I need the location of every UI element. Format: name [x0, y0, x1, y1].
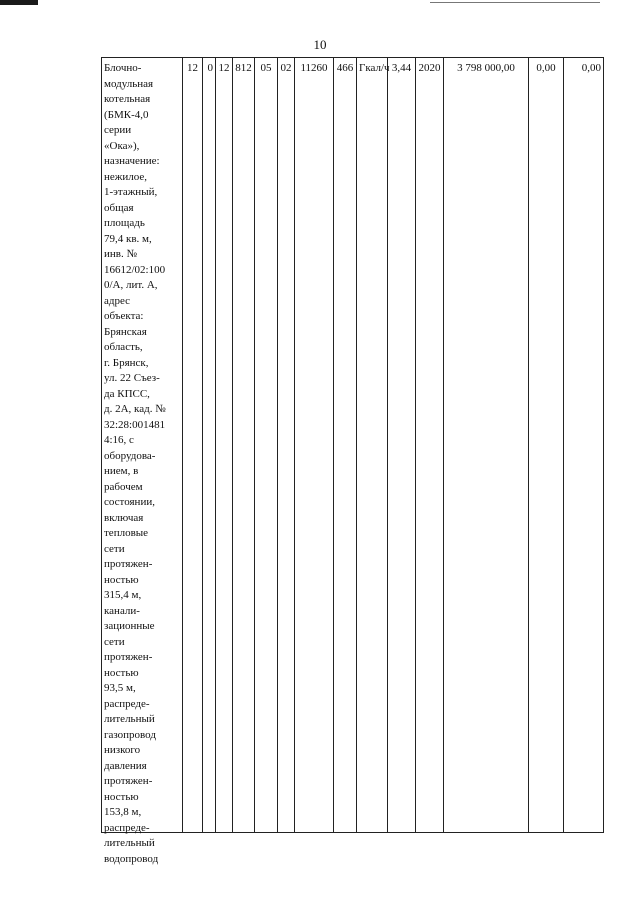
- description-line: площадь: [104, 217, 145, 229]
- description-line: протяжен-: [104, 775, 153, 787]
- description-line: область,: [104, 341, 143, 353]
- description-line: ностью: [104, 666, 139, 679]
- description-line: лительный: [104, 837, 155, 849]
- description-line: ностью: [104, 790, 139, 803]
- description-line: включая: [104, 511, 144, 524]
- description-line: 32:28:001481: [104, 418, 166, 431]
- description-line: инв. №: [104, 248, 137, 260]
- description-line: назначение:: [104, 155, 160, 167]
- description-line: низкого: [104, 744, 141, 756]
- description-line: да КПСС,: [104, 387, 150, 400]
- value-b-cell: 0,00: [564, 58, 604, 833]
- description-line: оборудова-: [104, 449, 156, 462]
- description-line: общая: [104, 201, 134, 214]
- description-line: водопровод: [104, 852, 159, 865]
- description-line: протяжен-: [104, 558, 153, 570]
- description-line: 4:16, с: [104, 434, 134, 446]
- description-line: серии: [104, 124, 132, 136]
- description-line: лительный: [104, 713, 155, 725]
- code-cell-6: 02: [278, 58, 295, 833]
- description-line: газопровод: [104, 728, 156, 741]
- description-line: зационные: [104, 620, 155, 632]
- code-cell-3: 12: [216, 58, 233, 833]
- description-line: распреде-: [104, 697, 150, 710]
- description-line: канали-: [104, 604, 140, 617]
- description-line: давления: [104, 759, 147, 772]
- description-line: 93,5 м,: [104, 682, 136, 694]
- description-line: тепловые: [104, 527, 149, 539]
- description-line: котельная: [104, 93, 151, 105]
- description-line: сети: [104, 542, 125, 555]
- description-line: модульная: [104, 77, 154, 90]
- code-cell-2: 0: [203, 58, 216, 833]
- description-line: 79,4 кв. м,: [104, 232, 152, 245]
- description-line: объекта:: [104, 310, 144, 322]
- value-a-cell: 0,00: [529, 58, 564, 833]
- code-cell-7: 11260: [295, 58, 334, 833]
- description-line: адрес: [104, 294, 131, 307]
- capacity-cell: 3,44: [388, 58, 416, 833]
- description-line: 0/А, лит. А,: [104, 279, 158, 291]
- description-line: д. 2А, кад. №: [104, 403, 166, 415]
- description-line: ул. 22 Съез-: [104, 372, 160, 384]
- description-line: Блочно-: [104, 62, 142, 74]
- description-line: протяжен-: [104, 651, 153, 663]
- description-line: 16612/02:100: [104, 263, 166, 276]
- description-line: распреде-: [104, 821, 150, 834]
- code-cell-4: 812: [233, 58, 255, 833]
- description-line: рабочем: [104, 480, 143, 493]
- description-line: 315,4 м,: [104, 589, 142, 601]
- description-line: состоянии,: [104, 496, 155, 508]
- code-cell-1: 12: [183, 58, 203, 833]
- description-line: 1-этажный,: [104, 186, 158, 198]
- description-line: (БМК-4,0: [104, 108, 149, 121]
- description-line: Брянская: [104, 325, 147, 338]
- description-line: нежилое,: [104, 170, 148, 183]
- description-line: г. Брянск,: [104, 356, 149, 369]
- property-table: [101, 57, 604, 865]
- object-description-cell: [102, 58, 183, 865]
- description-line: сети: [104, 635, 125, 648]
- description-line: ностью: [104, 573, 139, 586]
- object-description: [104, 61, 180, 865]
- table-row: [102, 58, 604, 833]
- code-cell-5: 05: [255, 58, 278, 833]
- scan-artifact: [0, 0, 38, 5]
- description-line: нием, в: [104, 465, 139, 477]
- page-number: 10: [313, 37, 327, 52]
- code-cell-8: 466: [334, 58, 357, 833]
- cost-cell: 3 798 000,00: [444, 58, 529, 833]
- description-line: «Ока»),: [104, 139, 140, 152]
- description-line: 153,8 м,: [104, 806, 142, 818]
- year-cell: 2020: [416, 58, 444, 833]
- unit-cell: Гкал/ч: [357, 58, 388, 833]
- scan-artifact-line: [430, 2, 600, 3]
